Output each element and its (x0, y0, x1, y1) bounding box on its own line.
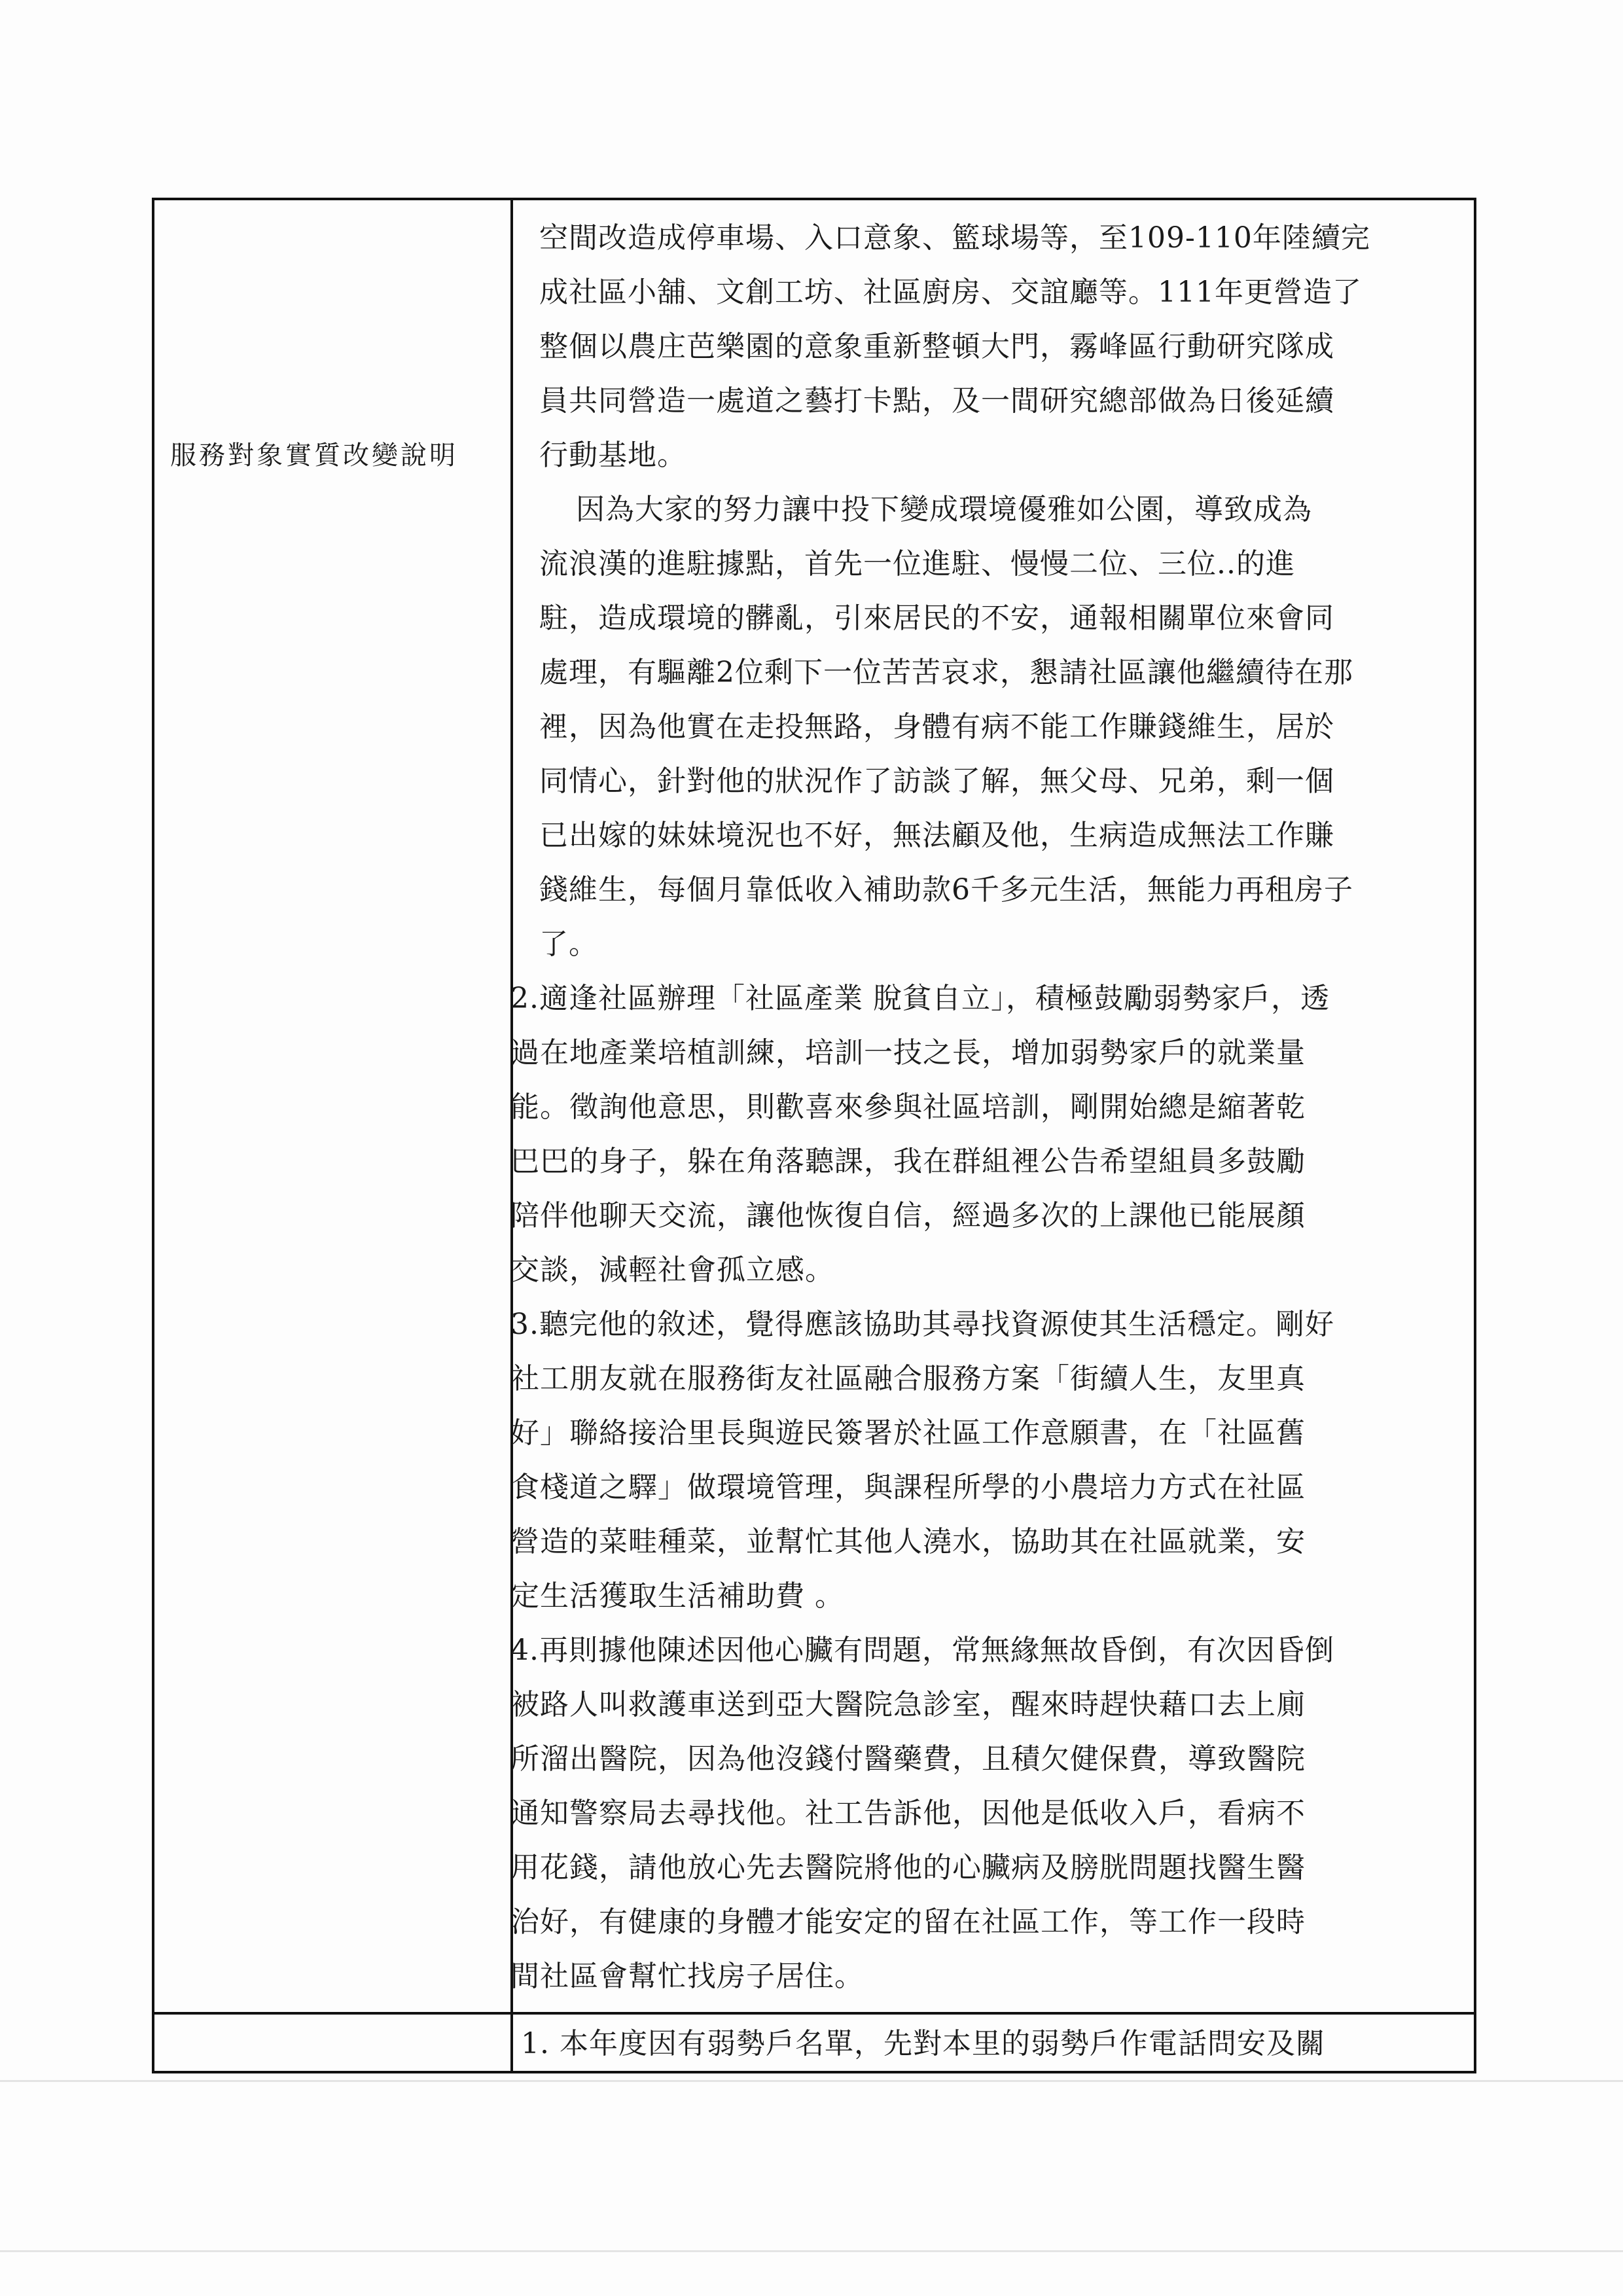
next-row-content (510, 2015, 1476, 2073)
document-table (152, 198, 1476, 2073)
content-line: 食棧道之驛」做環境管理，與課程所學的小農培力方式在社區 (510, 1471, 1306, 1504)
content-line: 社工朋友就在服務街友社區融合服務方案「街續人生，友里真 (510, 1362, 1306, 1395)
content-line: 裡，因為他實在走投無路，身體有病不能工作賺錢維生，居於 (539, 710, 1334, 744)
content-line: 成社區小舖、文創工坊、社區廚房、交誼廳等。111年更營造了 (539, 276, 1362, 309)
content-line: 陪伴他聊天交流，讓他恢復自信，經過多次的上課他已能展顏 (510, 1199, 1306, 1232)
row-label: 服務對象實質改變說明 (170, 440, 458, 471)
content-line: 交談，減輕社會孤立感。 (510, 1253, 834, 1287)
content-line: 駐，造成環境的髒亂，引來居民的不安，通報相關單位來會同 (539, 601, 1334, 635)
content-line: 空間改造成停車場、入口意象、籃球場等，至109-110年陸續完 (539, 221, 1370, 255)
content-line: 3.聽完他的敘述，覺得應該協助其尋找資源使其生活穩定。剛好 (510, 1308, 1334, 1341)
next-row-text: 1. 本年度因有弱勢戶名單，先對本里的弱勢戶作電話問安及關 (521, 2027, 1325, 2060)
content-line: 所溜出醫院，因為他沒錢付醫藥費，且積欠健保費，導致醫院 (510, 1742, 1306, 1776)
content-line: 通知警察局去尋找他。社工告訴他，因他是低收入戶，看病不 (510, 1797, 1306, 1830)
content-line: 巴巴的身子，躲在角落聽課，我在群組裡公告希望組員多鼓勵 (510, 1145, 1306, 1178)
content-line: 行動基地。 (539, 439, 687, 472)
content-paragraph (539, 211, 1458, 482)
content-cell (510, 211, 1479, 2003)
content-paragraph (510, 971, 1458, 1297)
content-paragraph (510, 1623, 1458, 2003)
content-line: 2.適逢社區辦理「社區產業 脫貧自立」，積極鼓勵弱勢家戶，透 (510, 982, 1330, 1015)
content-line: 已出嫁的妹妹境況也不好，無法顧及他，生病造成無法工作賺 (539, 819, 1334, 852)
content-paragraph (539, 482, 1458, 971)
content-line: 治好，有健康的身體才能安定的留在社區工作，等工作一段時 (510, 1905, 1306, 1939)
content-line: 4.再則據他陳述因他心臟有問題，常無緣無故昏倒，有次因昏倒 (510, 1634, 1334, 1667)
content-line: 流浪漢的進駐據點，首先一位進駐、慢慢二位、三位..的進 (539, 547, 1295, 581)
content-line: 處理，有驅離2位剩下一位苦苦哀求，懇請社區讓他繼續待在那 (539, 656, 1353, 689)
content-line: 員共同營造一處道之藝打卡點，及一間研究總部做為日後延續 (539, 384, 1334, 418)
content-line: 整個以農庄芭樂園的意象重新整頓大門，霧峰區行動研究隊成 (539, 330, 1334, 363)
content-line: 同情心，針對他的狀況作了訪談了解，無父母、兄弟，剩一個 (539, 764, 1334, 798)
content-line: 好」聯絡接洽里長與遊民簽署於社區工作意願書，在「社區舊 (510, 1416, 1306, 1450)
scan-artifact-line (0, 2250, 1623, 2252)
content-line: 過在地產業培植訓練，培訓一技之長，增加弱勢家戶的就業量 (510, 1036, 1306, 1069)
content-line: 被路人叫救護車送到亞大醫院急診室，醒來時趕快藉口去上廁 (510, 1688, 1306, 1721)
content-line: 因為大家的努力讓中投下變成環境優雅如公園，導致成為 (576, 493, 1312, 526)
content-line: 錢維生，每個月靠低收入補助款6千多元生活，無能力再租房子 (539, 873, 1353, 906)
content-line: 了。 (539, 927, 598, 961)
scan-artifact-line (0, 2080, 1623, 2082)
content-line: 間社區會幫忙找房子居住。 (510, 1960, 864, 1993)
content-line: 定生活獲取生活補助費 。 (510, 1579, 844, 1613)
content-line: 營造的菜畦種菜，並幫忙其他人澆水，協助其在社區就業，安 (510, 1525, 1306, 1558)
content-line: 用花錢，請他放心先去醫院將他的心臟病及膀胱問題找醫生醫 (510, 1851, 1306, 1884)
content-line: 能。徵詢他意思，則歡喜來參與社區培訓，剛開始總是縮著乾 (510, 1090, 1306, 1124)
content-paragraph (510, 1297, 1458, 1623)
